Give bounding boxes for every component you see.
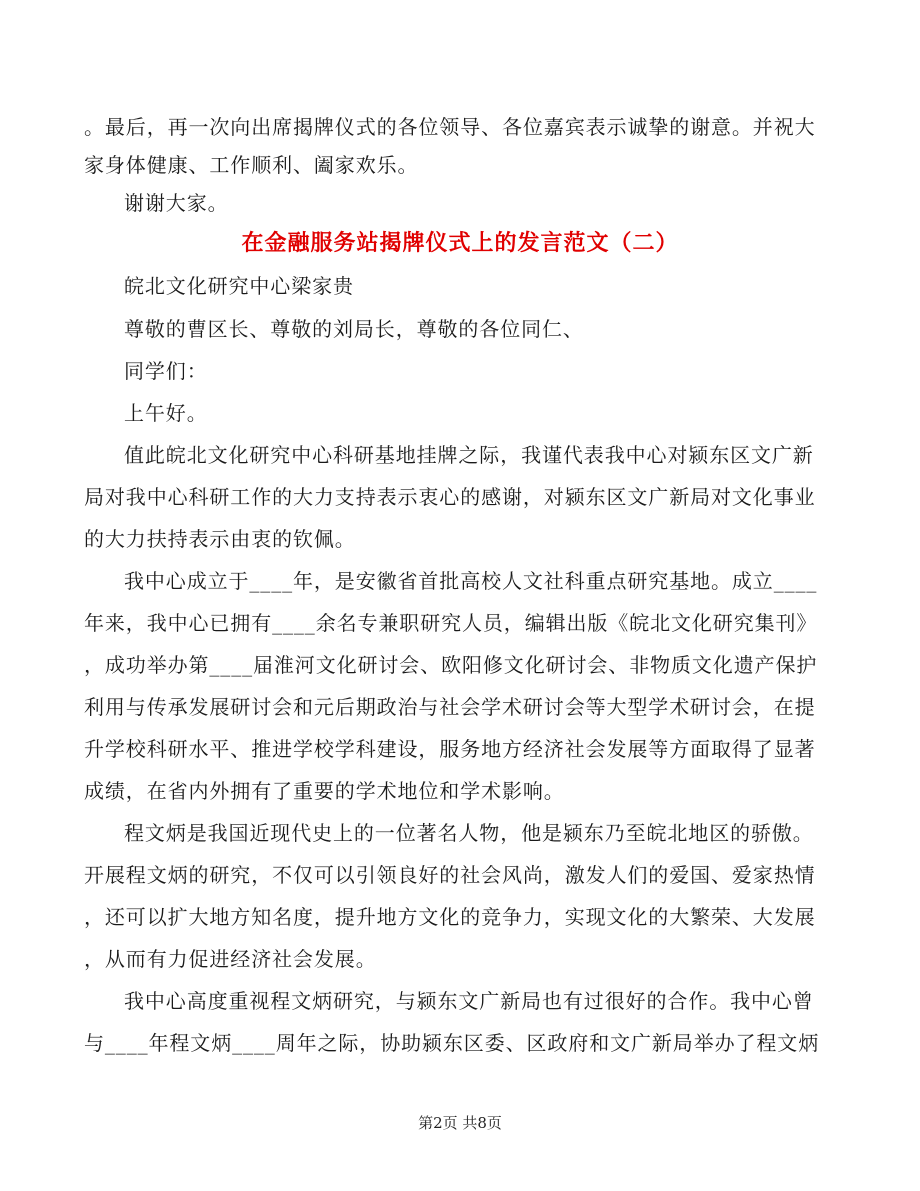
- paragraph-line: 我中心高度重视程文炳研究，与颍东文广新局也有过很好的合作。我中心曾: [124, 989, 814, 1013]
- paragraph-line: 成绩，在省内外拥有了重要的学术地位和学术影响。: [84, 779, 565, 803]
- section-title: 在金融服务站揭牌仪式上的发言范文（二）: [241, 231, 679, 256]
- paragraph-line: 程文炳是我国近现代史上的一位著名人物，他是颍东乃至皖北地区的骄傲。: [124, 821, 814, 845]
- paragraph-line: 升学校科研水平、推进学校学科建设，服务地方经济社会发展等方面取得了显著: [84, 737, 816, 761]
- paragraph-line: 值此皖北文化研究中心科研基地挂牌之际，我谨代表我中心对颍东区文广新: [124, 443, 814, 467]
- page-number: 第2页 共8页: [418, 1114, 502, 1132]
- paragraph-line: 开展程文炳的研究，不仅可以引领良好的社会风尚，激发人们的爱国、爱家热情: [84, 863, 816, 887]
- salutation-line: 尊敬的曹区长、尊敬的刘局长，尊敬的各位同仁、: [124, 317, 584, 341]
- paragraph-line: 家身体健康、工作顺利、阖家欢乐。: [84, 153, 419, 177]
- paragraph-line: ，还可以扩大地方知名度，提升地方文化的竞争力，实现文化的大繁荣、大发展: [84, 905, 816, 929]
- paragraph-line: 谢谢大家。: [124, 191, 229, 215]
- paragraph-line: 局对我中心科研工作的大力支持表示衷心的感谢，对颍东区文广新局对文化事业: [84, 485, 816, 509]
- paragraph-line: 的大力扶持表示由衷的钦佩。: [84, 527, 356, 551]
- author-line: 皖北文化研究中心梁家贵: [124, 274, 354, 298]
- paragraph-line: 。最后，再一次向出席揭牌仪式的各位领导、各位嘉宾表示诚挚的谢意。并祝大: [84, 115, 816, 139]
- paragraph-line: ，从而有力促进经济社会发展。: [84, 947, 377, 971]
- paragraph-line: 与____年程文炳____周年之际，协助颍东区委、区政府和文广新局举办了程文炳: [84, 1031, 820, 1055]
- paragraph-line: 我中心成立于____年，是安徽省首批高校人文社科重点研究基地。成立____: [124, 569, 818, 593]
- greeting-line: 上午好。: [124, 401, 208, 425]
- paragraph-line: 年来，我中心已拥有____余名专兼职研究人员，编辑出版《皖北文化研究集刊》: [84, 611, 818, 635]
- paragraph-line: 利用与传承发展研讨会和元后期政治与社会学术研讨会等大型学术研讨会，在提: [84, 695, 816, 719]
- salutation-line: 同学们：: [124, 359, 208, 383]
- paragraph-line: ，成功举办第____届淮河文化研讨会、欧阳修文化研讨会、非物质文化遗产保护: [84, 653, 818, 677]
